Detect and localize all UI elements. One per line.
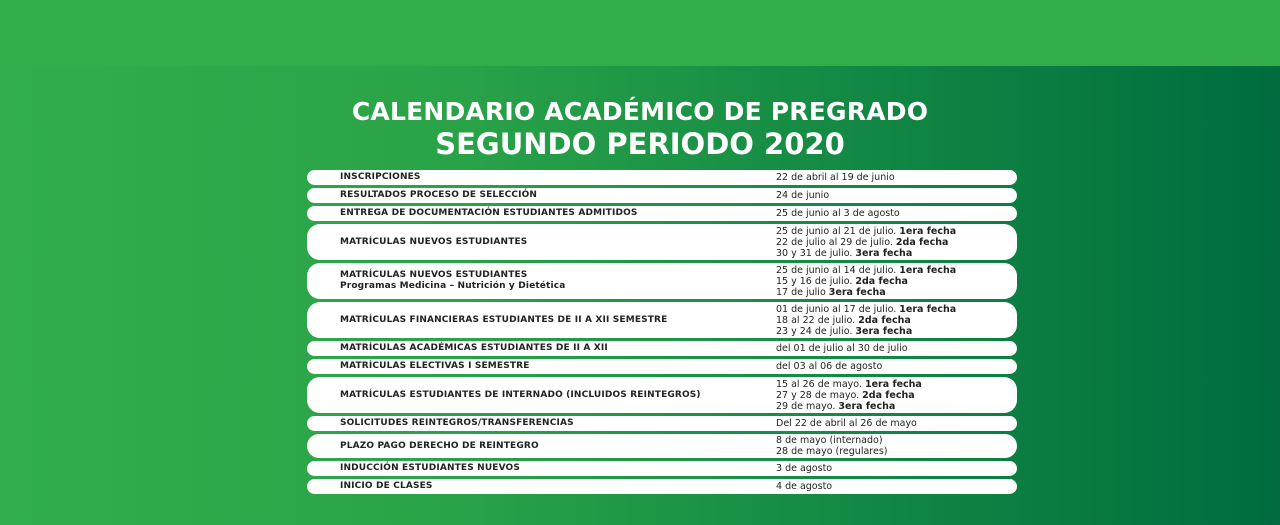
date-line [776,418,1011,429]
date-tag: 2da fecha [858,314,911,326]
date-line [776,401,1011,412]
row-activity-label [340,224,760,260]
activity-name: SOLICITUDES REINTEGROS/TRANSFERENCIAS [340,418,574,428]
activity-name: MATRÍCULAS ELECTIVAS I SEMESTRE [340,361,530,371]
row-activity-label [340,377,760,413]
date-line [776,208,1011,219]
date-tag: 1era fecha [865,378,922,390]
date-line [776,226,1011,237]
row-activity-label [340,263,760,299]
date-line [776,190,1011,201]
calendar-row [307,206,1017,221]
calendar-row [307,479,1017,494]
calendar-row [307,461,1017,476]
date-range: Del 22 de abril al 26 de mayo [776,418,917,429]
date-line [776,481,1011,492]
activity-name: MATRÍCULAS FINANCIERAS ESTUDIANTES DE II A XII SEMESTRE [340,314,668,325]
date-range: 28 de mayo (regulares) [776,446,888,457]
date-line [776,248,1011,259]
date-tag: 2da fecha [862,389,915,401]
row-dates [776,224,1011,260]
top-banner-bar [0,0,1280,66]
date-line [776,304,1011,315]
date-line [776,446,1011,457]
row-dates [776,377,1011,413]
calendar-row [307,377,1017,413]
date-range: del 01 de julio al 30 de julio [776,343,908,354]
calendar-row [307,224,1017,260]
date-tag: 2da fecha [895,236,949,248]
row-activity-label [340,416,760,431]
row-dates [776,359,1011,374]
date-range: 15 al 26 de mayo. [776,378,862,390]
activity-note: Programas Medicina – Nutrición y Dietética [340,281,566,291]
calendar-row [307,341,1017,356]
row-dates [776,434,1011,458]
date-range: 8 de mayo (internado) [776,435,883,446]
row-dates [776,170,1011,185]
date-line [776,237,1011,248]
row-dates [776,416,1011,431]
activity-name: INDUCCIÓN ESTUDIANTES NUEVOS [340,463,520,473]
date-range: 25 de junio al 21 de julio. [776,225,897,237]
date-tag: 3era fecha [828,286,886,298]
calendar-row [307,188,1017,203]
date-range: 18 al 22 de julio. [776,314,856,326]
row-activity-label [340,170,760,185]
activity-name: MATRÍCULAS NUEVOS ESTUDIANTES [340,236,528,247]
activity-name: ENTREGA DE DOCUMENTACIÓN ESTUDIANTES ADMITIDOS [340,208,638,218]
activity-name: RESULTADOS PROCESO DE SELECCIÓN [340,190,538,200]
date-line [776,435,1011,446]
date-range: 24 de junio [776,190,830,201]
activity-name: INICIO DE CLASES [340,481,433,491]
date-line [776,379,1011,390]
date-line [776,343,1011,354]
row-activity-label [340,341,760,356]
calendar-row [307,359,1017,374]
date-range: 4 de agosto [776,481,833,492]
calendar-title: CALENDARIO ACADÉMICO DE PREGRADO [351,97,929,126]
date-range: 15 y 16 de julio. [776,275,853,287]
row-activity-label [340,206,760,221]
date-range: 25 de junio al 3 de agosto [776,208,900,219]
row-dates [776,188,1011,203]
calendar-row [307,302,1017,338]
date-line [776,463,1011,474]
date-range: 29 de mayo. [776,400,836,412]
activity-name: INSCRIPCIONES [340,172,421,182]
activity-name: MATRÍCULAS NUEVOS ESTUDIANTES [340,270,528,280]
date-line [776,361,1011,372]
date-tag: 2da fecha [855,275,908,287]
date-tag: 1era fecha [899,264,957,276]
date-line [776,390,1011,401]
row-dates [776,479,1011,494]
row-dates [776,263,1011,299]
row-activity-label [340,461,760,476]
date-range: 22 de abril al 19 de junio [776,172,895,183]
date-range: 17 de julio [776,286,826,298]
date-line [776,172,1011,183]
calendar-row [307,263,1017,299]
calendar-row [307,434,1017,458]
calendar-row [307,170,1017,185]
activity-name: MATRÍCULAS ACADÉMICAS ESTUDIANTES DE II A XII [340,343,608,353]
date-line [776,315,1011,326]
date-tag: 1era fecha [899,303,957,315]
date-range: 23 y 24 de julio. [776,325,853,337]
date-tag: 1era fecha [899,225,957,237]
date-tag: 3era fecha [855,247,913,259]
row-dates [776,302,1011,338]
date-range: del 03 al 06 de agosto [776,361,883,372]
calendar-subtitle: SEGUNDO PERIODO 2020 [435,127,845,161]
calendar-row [307,416,1017,431]
date-range: 22 de julio al 29 de julio. [776,236,893,248]
row-activity-label [340,302,760,338]
activity-name: PLAZO PAGO DERECHO DE REINTEGRO [340,440,539,451]
date-line [776,287,1011,298]
row-dates [776,206,1011,221]
row-dates [776,461,1011,476]
date-tag: 3era fecha [838,400,896,412]
date-line [776,265,1011,276]
date-range: 25 de junio al 14 de julio. [776,264,897,276]
row-activity-label [340,188,760,203]
date-range: 30 y 31 de julio. [776,247,853,259]
date-line [776,276,1011,287]
row-activity-label [340,359,760,374]
row-dates [776,341,1011,356]
activity-name: MATRÍCULAS ESTUDIANTES DE INTERNADO (INCLUIDOS REINTEGROS) [340,389,701,400]
date-range: 01 de junio al 17 de julio. [776,303,897,315]
calendar-table [307,170,1017,497]
date-range: 27 y 28 de mayo. [776,389,860,401]
date-line [776,326,1011,337]
row-activity-label [340,434,760,458]
date-range: 3 de agosto [776,463,833,474]
date-tag: 3era fecha [855,325,913,337]
row-activity-label [340,479,760,494]
